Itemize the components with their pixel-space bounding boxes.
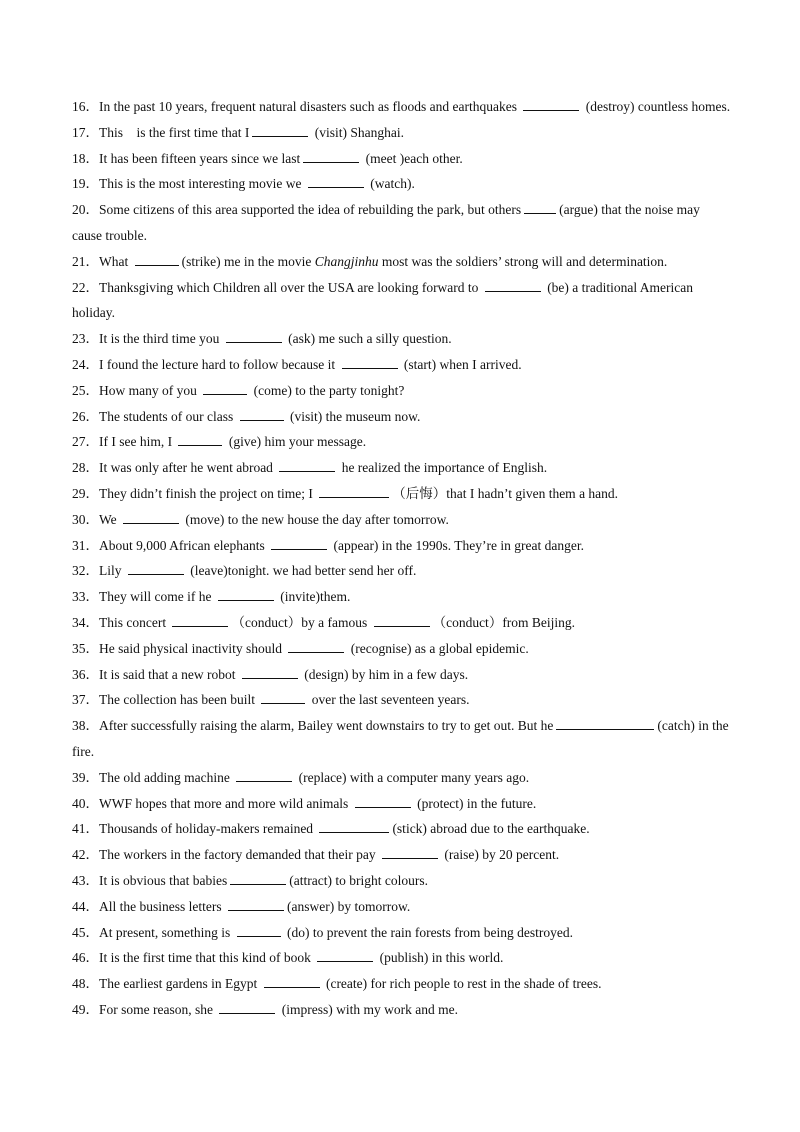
answer-blank[interactable] [172, 612, 228, 627]
question-18: 18．It has been fifteen years since we last (meet )each other. [72, 146, 732, 172]
answer-blank[interactable] [226, 328, 282, 343]
question-26: 26．The students of our class (visit) the museum now. [72, 404, 732, 430]
question-41: 41．Thousands of holiday-makers remained (stick) abroad due to the earthquake. [72, 816, 732, 842]
question-44: 44．All the business letters (answer) by tomorrow. [72, 894, 732, 920]
answer-blank[interactable] [524, 199, 556, 214]
question-48: 48．The earliest gardens in Egypt (create) for rich people to rest in the shade of trees. [72, 971, 732, 997]
answer-blank[interactable] [523, 96, 579, 111]
answer-blank[interactable] [219, 999, 275, 1014]
answer-blank[interactable] [355, 793, 411, 808]
question-39: 39．The old adding machine (replace) with a computer many years ago. [72, 765, 732, 791]
question-37: 37．The collection has been built over the last seventeen years. [72, 687, 732, 713]
question-21: 21．What (strike) me in the movie Changjinhu most was the soldiers’ strong will and determination. [72, 249, 732, 275]
answer-blank[interactable] [288, 638, 344, 653]
answer-blank[interactable] [230, 870, 286, 885]
answer-blank[interactable] [279, 457, 335, 472]
answer-blank[interactable] [123, 509, 179, 524]
question-35: 35．He said physical inactivity should (recognise) as a global epidemic. [72, 636, 732, 662]
answer-blank[interactable] [374, 612, 430, 627]
question-42: 42．The workers in the factory demanded that their pay (raise) by 20 percent. [72, 842, 732, 868]
question-16: 16．In the past 10 years, frequent natural disasters such as floods and earthquakes (destroy) countless homes. [72, 94, 732, 120]
question-33: 33．They will come if he (invite)them. [72, 584, 732, 610]
question-23: 23．It is the third time you (ask) me such a silly question. [72, 326, 732, 352]
question-30: 30．We (move) to the new house the day after tomorrow. [72, 507, 732, 533]
answer-blank[interactable] [203, 380, 247, 395]
answer-blank[interactable] [319, 483, 389, 498]
answer-blank[interactable] [382, 844, 438, 859]
question-28: 28．It was only after he went abroad he realized the importance of English. [72, 455, 732, 481]
answer-blank[interactable] [252, 122, 308, 137]
answer-blank[interactable] [264, 973, 320, 988]
answer-blank[interactable] [261, 689, 305, 704]
question-49: 49．For some reason, she (impress) with my work and me. [72, 997, 732, 1023]
question-32: 32．Lily (leave)tonight. we had better send her off. [72, 558, 732, 584]
answer-blank[interactable] [556, 715, 654, 730]
answer-blank[interactable] [319, 818, 389, 833]
question-36: 36．It is said that a new robot (design) by him in a few days. [72, 662, 732, 688]
answer-blank[interactable] [237, 922, 281, 937]
answer-blank[interactable] [342, 354, 398, 369]
question-20: 20．Some citizens of this area supported the idea of rebuilding the park, but others (argue) that the noise may cause trouble. [72, 197, 732, 249]
question-19: 19．This is the most interesting movie we (watch). [72, 171, 732, 197]
answer-blank[interactable] [317, 947, 373, 962]
answer-blank[interactable] [271, 535, 327, 550]
question-22: 22．Thanksgiving which Children all over the USA are looking forward to (be) a traditional American holiday. [72, 275, 732, 327]
question-29: 29．They didn’t finish the project on time; I （后悔）that I hadn’t given them a hand. [72, 481, 732, 507]
question-38: 38．After successfully raising the alarm, Bailey went downstairs to try to get out. But he (catch) in the fire. [72, 713, 732, 765]
question-45: 45．At present, something is (do) to prevent the rain forests from being destroyed. [72, 920, 732, 946]
question-25: 25．How many of you (come) to the party tonight? [72, 378, 732, 404]
answer-blank[interactable] [242, 664, 298, 679]
answer-blank[interactable] [178, 431, 222, 446]
answer-blank[interactable] [228, 896, 284, 911]
question-27: 27．If I see him, I (give) him your message. [72, 429, 732, 455]
question-24: 24．I found the lecture hard to follow because it (start) when I arrived. [72, 352, 732, 378]
exercise-page [72, 94, 732, 1023]
answer-blank[interactable] [240, 406, 284, 421]
question-17: 17．This is the first time that I (visit) Shanghai. [72, 120, 732, 146]
question-43: 43．It is obvious that babies (attract) to bright colours. [72, 868, 732, 894]
answer-blank[interactable] [218, 586, 274, 601]
answer-blank[interactable] [303, 148, 359, 163]
question-40: 40．WWF hopes that more and more wild animals (protect) in the future. [72, 791, 732, 817]
answer-blank[interactable] [308, 173, 364, 188]
answer-blank[interactable] [135, 251, 179, 266]
answer-blank[interactable] [128, 560, 184, 575]
answer-blank[interactable] [485, 277, 541, 292]
question-34: 34．This concert （conduct）by a famous （conduct）from Beijing. [72, 610, 732, 636]
answer-blank[interactable] [236, 767, 292, 782]
question-46: 46．It is the first time that this kind of book (publish) in this world. [72, 945, 732, 971]
question-31: 31．About 9,000 African elephants (appear) in the 1990s. They’re in great danger. [72, 533, 732, 559]
